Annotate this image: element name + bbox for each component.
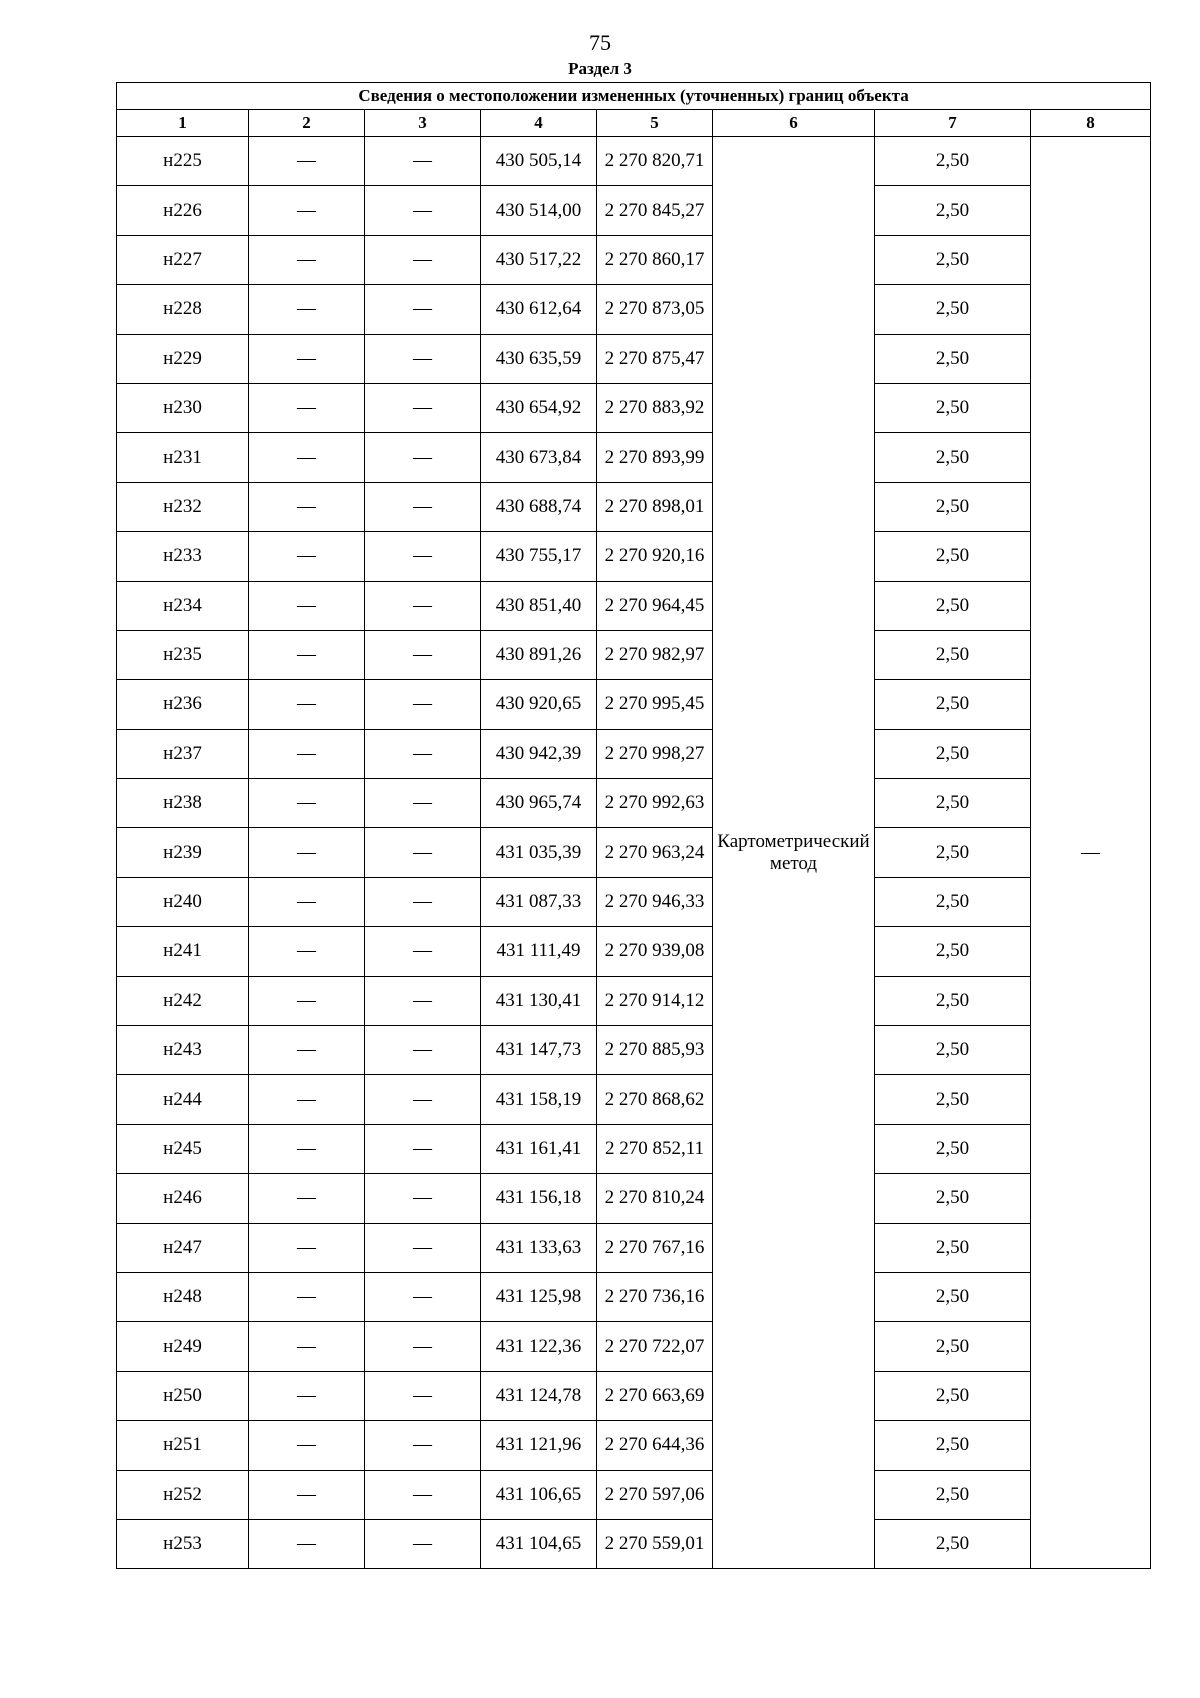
- column-2-cell: —: [249, 630, 365, 679]
- point-name-cell: н232: [117, 482, 249, 531]
- point-name-cell: н239: [117, 828, 249, 877]
- column-2-cell: —: [249, 137, 365, 186]
- point-name-cell: н253: [117, 1519, 249, 1568]
- table-row: [117, 137, 1151, 186]
- column-2-cell: —: [249, 1272, 365, 1321]
- column-2-cell: —: [249, 581, 365, 630]
- accuracy-cell: 2,50: [875, 383, 1031, 432]
- point-name-cell: н230: [117, 383, 249, 432]
- column-3-cell: —: [365, 285, 481, 334]
- y-coordinate-cell: 2 270 559,01: [597, 1519, 713, 1568]
- column-3-cell: —: [365, 1174, 481, 1223]
- x-coordinate-cell: 431 125,98: [481, 1272, 597, 1321]
- table-row: [117, 1272, 1151, 1321]
- table-row: [117, 1223, 1151, 1272]
- y-coordinate-cell: 2 270 998,27: [597, 729, 713, 778]
- point-name-cell: н248: [117, 1272, 249, 1321]
- table-caption: Сведения о местоположении измененных (уточненных) границ объекта: [117, 83, 1151, 110]
- column-3-cell: —: [365, 1470, 481, 1519]
- column-3-cell: —: [365, 927, 481, 976]
- table-row: [117, 976, 1151, 1025]
- accuracy-cell: 2,50: [875, 680, 1031, 729]
- x-coordinate-cell: 431 111,49: [481, 927, 597, 976]
- y-coordinate-cell: 2 270 875,47: [597, 334, 713, 383]
- x-coordinate-cell: 430 505,14: [481, 137, 597, 186]
- x-coordinate-cell: 431 161,41: [481, 1124, 597, 1173]
- table-row: [117, 186, 1151, 235]
- table-row: [117, 1371, 1151, 1420]
- method-cell: Картометрический метод: [713, 137, 875, 1569]
- accuracy-cell: 2,50: [875, 1075, 1031, 1124]
- table-row: [117, 877, 1151, 926]
- table-row: [117, 285, 1151, 334]
- accuracy-cell: 2,50: [875, 1223, 1031, 1272]
- accuracy-cell: 2,50: [875, 235, 1031, 284]
- y-coordinate-cell: 2 270 644,36: [597, 1421, 713, 1470]
- accuracy-cell: 2,50: [875, 285, 1031, 334]
- column-2-cell: —: [249, 680, 365, 729]
- point-name-cell: н249: [117, 1322, 249, 1371]
- y-coordinate-cell: 2 270 868,62: [597, 1075, 713, 1124]
- column-2-cell: —: [249, 1124, 365, 1173]
- column-3-cell: —: [365, 482, 481, 531]
- y-coordinate-cell: 2 270 845,27: [597, 186, 713, 235]
- x-coordinate-cell: 431 121,96: [481, 1421, 597, 1470]
- table-row: [117, 1124, 1151, 1173]
- column-2-cell: —: [249, 334, 365, 383]
- point-name-cell: н227: [117, 235, 249, 284]
- point-name-cell: н233: [117, 532, 249, 581]
- y-coordinate-cell: 2 270 820,71: [597, 137, 713, 186]
- x-coordinate-cell: 430 942,39: [481, 729, 597, 778]
- y-coordinate-cell: 2 270 992,63: [597, 779, 713, 828]
- column-number-7: 7: [875, 110, 1031, 137]
- x-coordinate-cell: 430 654,92: [481, 383, 597, 432]
- x-coordinate-cell: 431 104,65: [481, 1519, 597, 1568]
- accuracy-cell: 2,50: [875, 1322, 1031, 1371]
- accuracy-cell: 2,50: [875, 581, 1031, 630]
- column-3-cell: —: [365, 334, 481, 383]
- column-number-6: 6: [713, 110, 875, 137]
- accuracy-cell: 2,50: [875, 482, 1031, 531]
- table-row: [117, 1026, 1151, 1075]
- column-3-cell: —: [365, 779, 481, 828]
- column-number-5: 5: [597, 110, 713, 137]
- y-coordinate-cell: 2 270 982,97: [597, 630, 713, 679]
- y-coordinate-cell: 2 270 873,05: [597, 285, 713, 334]
- x-coordinate-cell: 430 891,26: [481, 630, 597, 679]
- column-3-cell: —: [365, 532, 481, 581]
- accuracy-cell: 2,50: [875, 433, 1031, 482]
- table-row: [117, 1519, 1151, 1568]
- accuracy-cell: 2,50: [875, 828, 1031, 877]
- page-number: 75: [589, 30, 611, 55]
- x-coordinate-cell: 431 147,73: [481, 1026, 597, 1075]
- point-name-cell: н240: [117, 877, 249, 926]
- column-2-cell: —: [249, 1470, 365, 1519]
- column-3-cell: —: [365, 1124, 481, 1173]
- x-coordinate-cell: 431 035,39: [481, 828, 597, 877]
- table-row: [117, 630, 1151, 679]
- y-coordinate-cell: 2 270 852,11: [597, 1124, 713, 1173]
- accuracy-cell: 2,50: [875, 137, 1031, 186]
- column-2-cell: —: [249, 482, 365, 531]
- x-coordinate-cell: 430 920,65: [481, 680, 597, 729]
- section-title: Раздел 3: [568, 59, 632, 78]
- x-coordinate-cell: 430 612,64: [481, 285, 597, 334]
- x-coordinate-cell: 430 673,84: [481, 433, 597, 482]
- point-name-cell: н238: [117, 779, 249, 828]
- accuracy-cell: 2,50: [875, 729, 1031, 778]
- column-2-cell: —: [249, 1223, 365, 1272]
- x-coordinate-cell: 431 087,33: [481, 877, 597, 926]
- table-row: [117, 828, 1151, 877]
- table-row: [117, 334, 1151, 383]
- column-2-cell: —: [249, 1026, 365, 1075]
- y-coordinate-cell: 2 270 920,16: [597, 532, 713, 581]
- x-coordinate-cell: 430 514,00: [481, 186, 597, 235]
- column-3-cell: —: [365, 1075, 481, 1124]
- accuracy-cell: 2,50: [875, 779, 1031, 828]
- y-coordinate-cell: 2 270 883,92: [597, 383, 713, 432]
- column-3-cell: —: [365, 1519, 481, 1568]
- column-2-cell: —: [249, 729, 365, 778]
- point-name-cell: н237: [117, 729, 249, 778]
- column-3-cell: —: [365, 1322, 481, 1371]
- table-row: [117, 383, 1151, 432]
- x-coordinate-cell: 430 851,40: [481, 581, 597, 630]
- x-coordinate-cell: 431 124,78: [481, 1371, 597, 1420]
- table-row: [117, 1075, 1151, 1124]
- column-2-cell: —: [249, 1174, 365, 1223]
- column-2-cell: —: [249, 186, 365, 235]
- accuracy-cell: 2,50: [875, 1174, 1031, 1223]
- x-coordinate-cell: 430 517,22: [481, 235, 597, 284]
- x-coordinate-cell: 430 755,17: [481, 532, 597, 581]
- y-coordinate-cell: 2 270 736,16: [597, 1272, 713, 1321]
- point-name-cell: н231: [117, 433, 249, 482]
- column-2-cell: —: [249, 1371, 365, 1420]
- point-name-cell: н236: [117, 680, 249, 729]
- point-name-cell: н226: [117, 186, 249, 235]
- y-coordinate-cell: 2 270 939,08: [597, 927, 713, 976]
- y-coordinate-cell: 2 270 885,93: [597, 1026, 713, 1075]
- column-3-cell: —: [365, 433, 481, 482]
- column-3-cell: —: [365, 1421, 481, 1470]
- column-2-cell: —: [249, 235, 365, 284]
- x-coordinate-cell: 431 133,63: [481, 1223, 597, 1272]
- column-3-cell: —: [365, 186, 481, 235]
- y-coordinate-cell: 2 270 767,16: [597, 1223, 713, 1272]
- y-coordinate-cell: 2 270 964,45: [597, 581, 713, 630]
- column-3-cell: —: [365, 630, 481, 679]
- table-row: [117, 680, 1151, 729]
- column-2-cell: —: [249, 927, 365, 976]
- accuracy-cell: 2,50: [875, 976, 1031, 1025]
- x-coordinate-cell: 431 130,41: [481, 976, 597, 1025]
- point-name-cell: н243: [117, 1026, 249, 1075]
- column-3-cell: —: [365, 828, 481, 877]
- y-coordinate-cell: 2 270 914,12: [597, 976, 713, 1025]
- accuracy-cell: 2,50: [875, 334, 1031, 383]
- table-row: [117, 729, 1151, 778]
- column-2-cell: —: [249, 1075, 365, 1124]
- y-coordinate-cell: 2 270 860,17: [597, 235, 713, 284]
- column-3-cell: —: [365, 976, 481, 1025]
- accuracy-cell: 2,50: [875, 186, 1031, 235]
- accuracy-cell: 2,50: [875, 1124, 1031, 1173]
- table-row: [117, 1470, 1151, 1519]
- column-3-cell: —: [365, 1026, 481, 1075]
- x-coordinate-cell: 430 635,59: [481, 334, 597, 383]
- column-2-cell: —: [249, 383, 365, 432]
- y-coordinate-cell: 2 270 597,06: [597, 1470, 713, 1519]
- accuracy-cell: 2,50: [875, 1026, 1031, 1075]
- x-coordinate-cell: 430 688,74: [481, 482, 597, 531]
- column-3-cell: —: [365, 729, 481, 778]
- table-row: [117, 482, 1151, 531]
- x-coordinate-cell: 431 106,65: [481, 1470, 597, 1519]
- column-2-cell: —: [249, 532, 365, 581]
- y-coordinate-cell: 2 270 893,99: [597, 433, 713, 482]
- x-coordinate-cell: 431 158,19: [481, 1075, 597, 1124]
- point-name-cell: н225: [117, 137, 249, 186]
- y-coordinate-cell: 2 270 898,01: [597, 482, 713, 531]
- accuracy-cell: 2,50: [875, 532, 1031, 581]
- boundary-coordinates-table: [116, 82, 1151, 1569]
- column-3-cell: —: [365, 383, 481, 432]
- column-2-cell: —: [249, 1421, 365, 1470]
- table-row: [117, 1421, 1151, 1470]
- accuracy-cell: 2,50: [875, 1519, 1031, 1568]
- point-name-cell: н235: [117, 630, 249, 679]
- accuracy-cell: 2,50: [875, 877, 1031, 926]
- table-row: [117, 532, 1151, 581]
- point-name-cell: н244: [117, 1075, 249, 1124]
- accuracy-cell: 2,50: [875, 1272, 1031, 1321]
- point-name-cell: н250: [117, 1371, 249, 1420]
- column-2-cell: —: [249, 433, 365, 482]
- accuracy-cell: 2,50: [875, 1421, 1031, 1470]
- point-name-cell: н246: [117, 1174, 249, 1223]
- column-2-cell: —: [249, 976, 365, 1025]
- x-coordinate-cell: 431 122,36: [481, 1322, 597, 1371]
- column-number-8: 8: [1031, 110, 1151, 137]
- x-coordinate-cell: 430 965,74: [481, 779, 597, 828]
- point-name-cell: н252: [117, 1470, 249, 1519]
- y-coordinate-cell: 2 270 963,24: [597, 828, 713, 877]
- column-number-4: 4: [481, 110, 597, 137]
- column-3-cell: —: [365, 1223, 481, 1272]
- column-3-cell: —: [365, 581, 481, 630]
- column-2-cell: —: [249, 1322, 365, 1371]
- table-row: [117, 433, 1151, 482]
- accuracy-cell: 2,50: [875, 1371, 1031, 1420]
- point-name-cell: н245: [117, 1124, 249, 1173]
- y-coordinate-cell: 2 270 722,07: [597, 1322, 713, 1371]
- table-row: [117, 1174, 1151, 1223]
- y-coordinate-cell: 2 270 663,69: [597, 1371, 713, 1420]
- column-number-3: 3: [365, 110, 481, 137]
- table-body: [117, 137, 1151, 1569]
- point-name-cell: н242: [117, 976, 249, 1025]
- column-3-cell: —: [365, 877, 481, 926]
- column-2-cell: —: [249, 1519, 365, 1568]
- column-2-cell: —: [249, 285, 365, 334]
- point-name-cell: н247: [117, 1223, 249, 1272]
- column-3-cell: —: [365, 1272, 481, 1321]
- column-3-cell: —: [365, 680, 481, 729]
- column-3-cell: —: [365, 235, 481, 284]
- point-name-cell: н234: [117, 581, 249, 630]
- column-3-cell: —: [365, 1371, 481, 1420]
- point-name-cell: н241: [117, 927, 249, 976]
- table-row: [117, 581, 1151, 630]
- y-coordinate-cell: 2 270 946,33: [597, 877, 713, 926]
- x-coordinate-cell: 431 156,18: [481, 1174, 597, 1223]
- column-8-cell: —: [1031, 137, 1151, 1569]
- accuracy-cell: 2,50: [875, 630, 1031, 679]
- table-row: [117, 235, 1151, 284]
- column-number-1: 1: [117, 110, 249, 137]
- y-coordinate-cell: 2 270 995,45: [597, 680, 713, 729]
- y-coordinate-cell: 2 270 810,24: [597, 1174, 713, 1223]
- column-2-cell: —: [249, 877, 365, 926]
- accuracy-cell: 2,50: [875, 1470, 1031, 1519]
- column-number-2: 2: [249, 110, 365, 137]
- point-name-cell: н229: [117, 334, 249, 383]
- table-row: [117, 1322, 1151, 1371]
- point-name-cell: н228: [117, 285, 249, 334]
- table-row: [117, 927, 1151, 976]
- column-3-cell: —: [365, 137, 481, 186]
- column-2-cell: —: [249, 828, 365, 877]
- accuracy-cell: 2,50: [875, 927, 1031, 976]
- column-2-cell: —: [249, 779, 365, 828]
- table-row: [117, 779, 1151, 828]
- point-name-cell: н251: [117, 1421, 249, 1470]
